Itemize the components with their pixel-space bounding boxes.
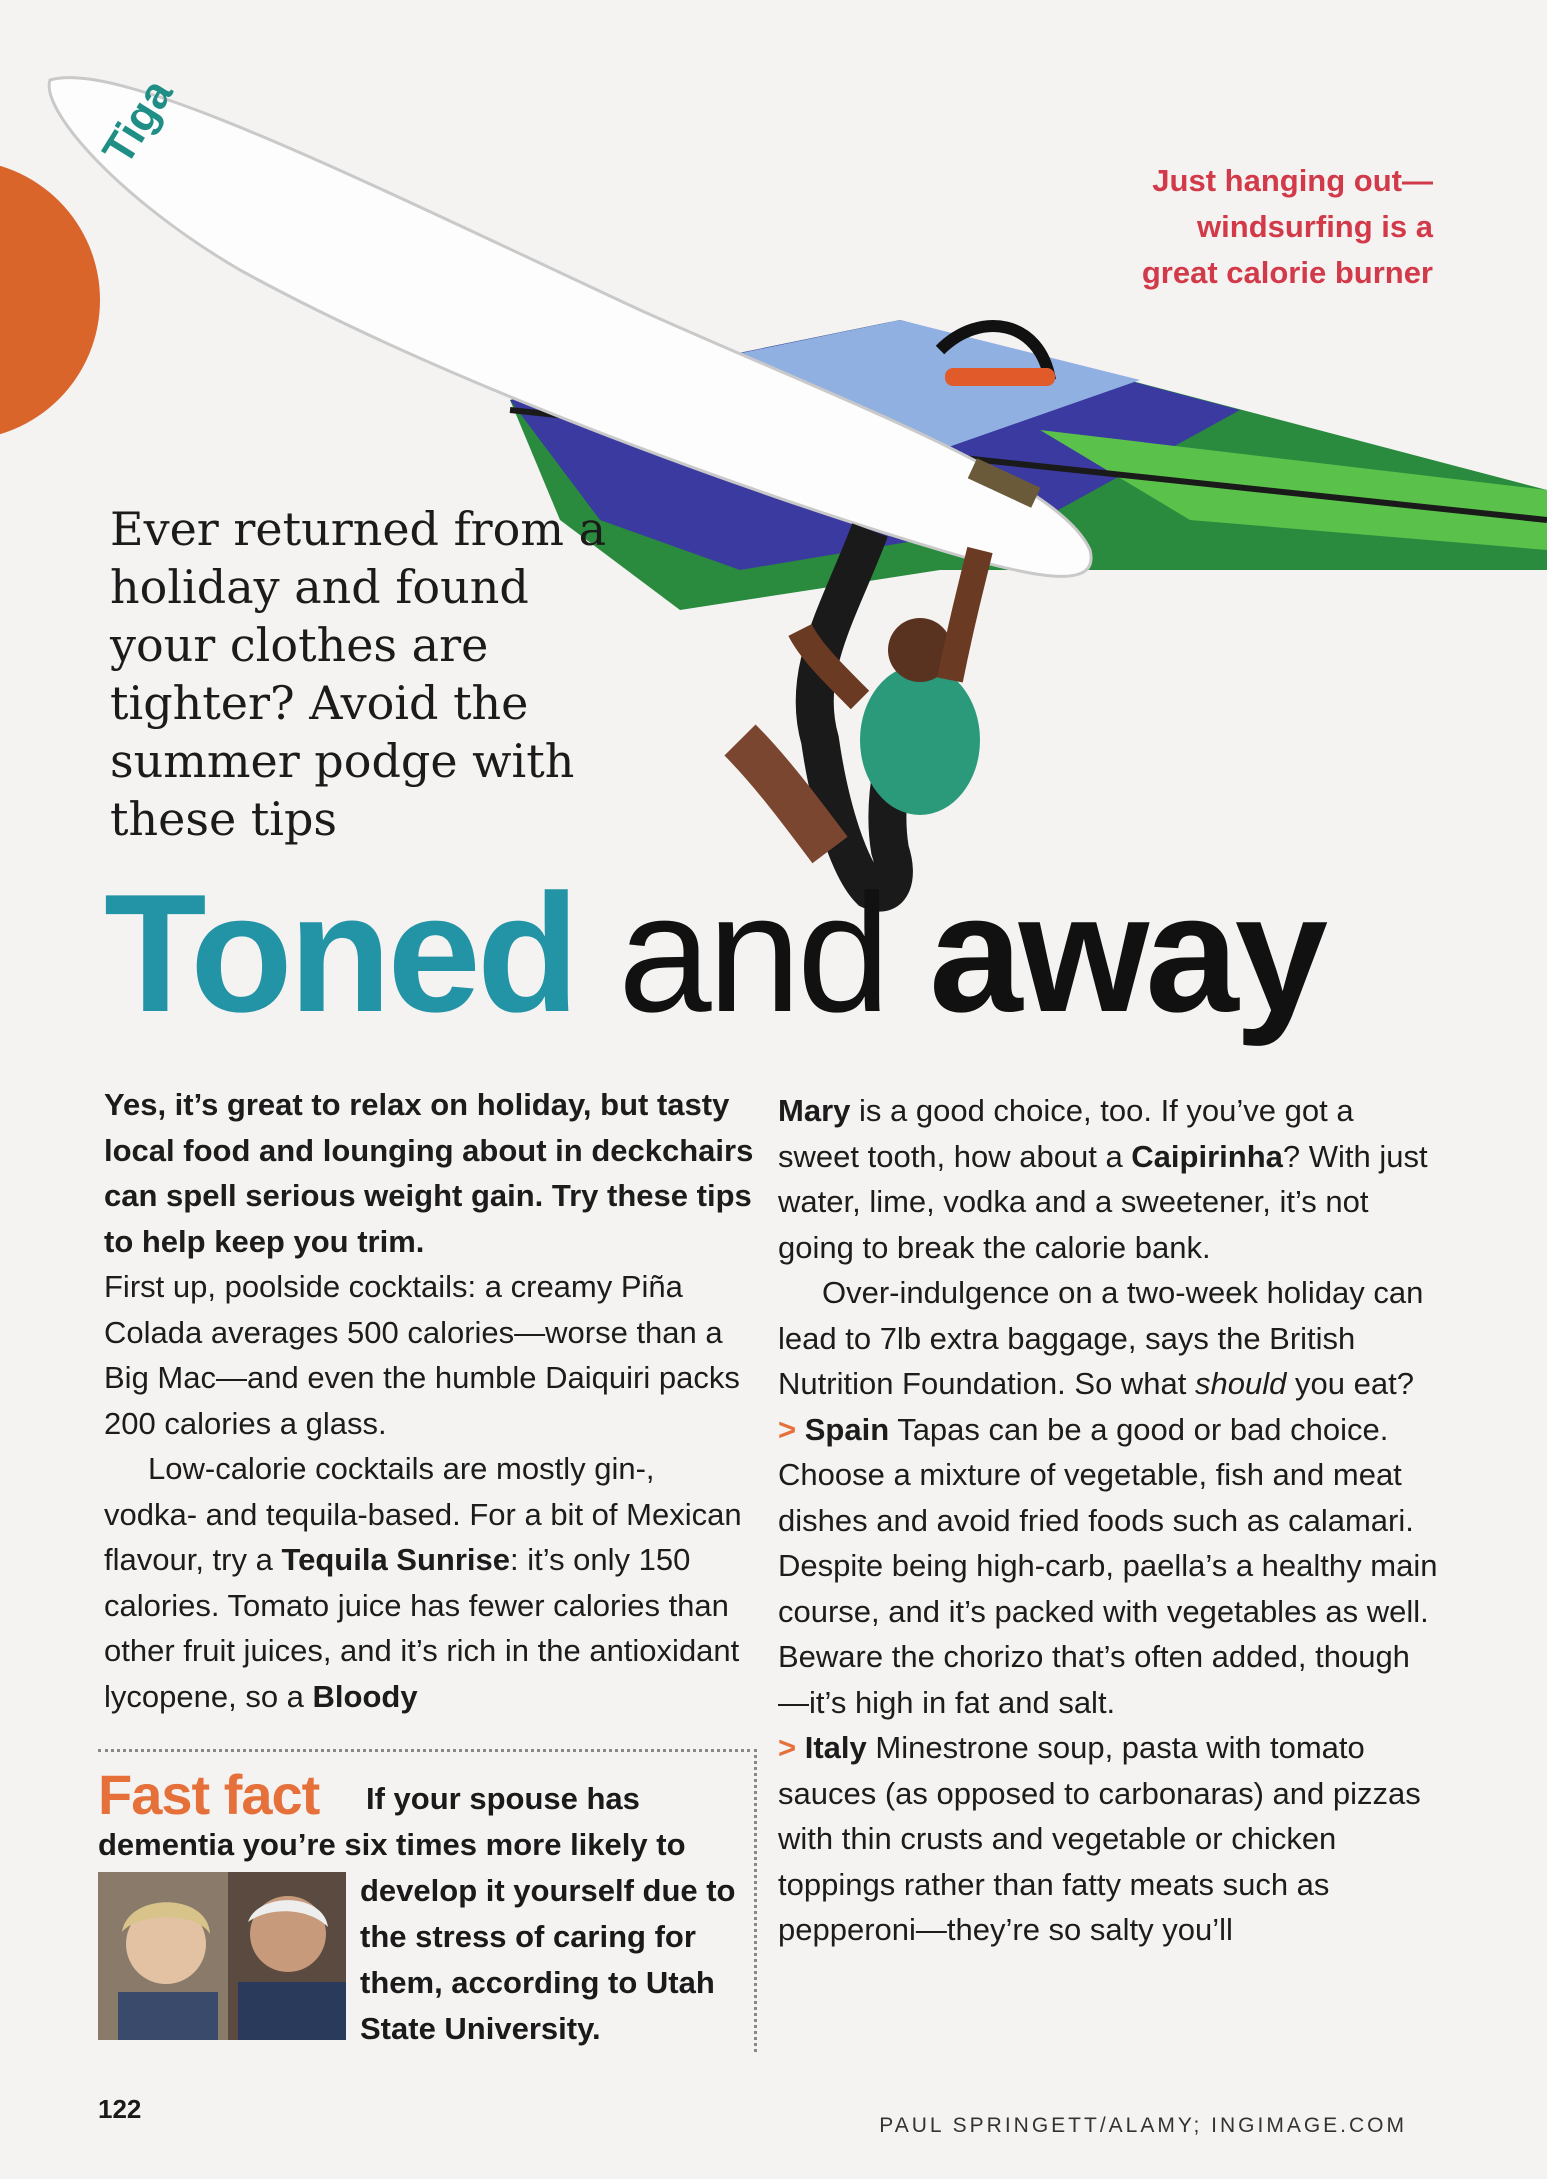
page-number: 122 [98,2094,142,2124]
headline [104,859,1325,1047]
headline-word-toned: Toned [104,859,576,1047]
caption-line: Just hanging out— [1152,163,1433,198]
elderly-couple-photo [98,1872,346,2040]
text-run: : it’s only 150 calories. Tomato juice has fewer calories than other fruit juices, and it’s rich in the antioxidant lycopene, so a [104,1542,740,1714]
photo-credit: PAUL SPRINGETT/ALAMY; INGIMAGE.COM [879,2114,1407,2137]
tip-label: Spain [804,1411,890,1447]
drink-name: Bloody [312,1678,418,1714]
fast-fact-text: develop it yourself due to the stress of caring for them, according to Utah State University. [360,1873,736,2046]
drink-name: Mary [778,1093,851,1128]
paragraph [104,1446,754,1719]
photo-caption [1013,158,1433,296]
text-run: Over-indulgence on a two-week holiday can lead to 7lb extra baggage, says the British Nutrition Foundation. So what [778,1275,1424,1401]
fast-fact-text: dementia you’re six times more likely to [98,1827,686,1862]
headline-word-and: and [618,859,887,1047]
fast-fact-title: Fast fact [98,1763,320,1826]
tip-label: Italy [804,1730,867,1765]
caption-line: windsurfing is a [1197,209,1433,244]
fast-fact-box [98,1749,757,2052]
boom-handle [945,368,1055,386]
text-run: Minestrone soup, pasta with tomato sauces (as opposed to carbonaras) and pizzas with thin crusts and vegetable or chicken toppings rather than fatty meats such as pepperoni—they’re so salty you’ll [778,1730,1421,1947]
intro-deck: Ever returned from a holiday and found your clothes are tighter? Avoid the summer podge with these tips [110,502,607,846]
bullet-arrow-icon: > [778,1411,797,1447]
paragraph [778,1270,1438,1407]
tip-italy [778,1725,1438,1953]
text-run: ? With just water, lime, vodka and a sweetener, it’s not going to break the calorie bank. [778,1138,1428,1265]
body-column-left [104,1082,754,1719]
text-run: Low-calorie cocktails are mostly gin-, vodka- and tequila-based. For a bit of Mexican flavour, try a [104,1451,742,1577]
emphasis: should [1195,1366,1287,1401]
paragraph: First up, poolside cocktails: a creamy Piña Colada averages 500 calories—worse than a Big Mac—and even the humble Daiquiri packs 200 calories a glass. [104,1269,740,1441]
standfirst: Yes, it’s great to relax on holiday, but tasty local food and lounging about in deckchairs can spell serious weight gain. Try these tips to help keep you trim. [104,1087,754,1259]
text-run: is a good choice, too. If you’ve got a sweet tooth, how about a [778,1093,1354,1174]
bullet-arrow-icon: > [778,1730,797,1765]
drink-name: Caipirinha [1131,1138,1283,1174]
surfer-torso [860,665,980,815]
caption-line: great calorie burner [1141,255,1433,290]
drink-name: Tequila Sunrise [281,1542,511,1577]
text-run: Tapas can be a good or bad choice. Choose a mixture of vegetable, fish and meat dishes and avoid fried foods such as calamari. Despite being high-carb, paella’s a healthy main course, and it’s packed with vegetables as well. Beware the chorizo that’s often added, though —it’s high in fat and salt. [778,1411,1438,1720]
body-column-right [778,1088,1438,1953]
text-run: you eat? [1286,1366,1414,1401]
board-brand: Tiga [93,70,183,173]
headline-word-away: away [929,859,1325,1047]
fast-fact-text: If your spouse has [366,1781,640,1816]
paragraph [778,1088,1438,1270]
tip-spain [778,1407,1438,1726]
